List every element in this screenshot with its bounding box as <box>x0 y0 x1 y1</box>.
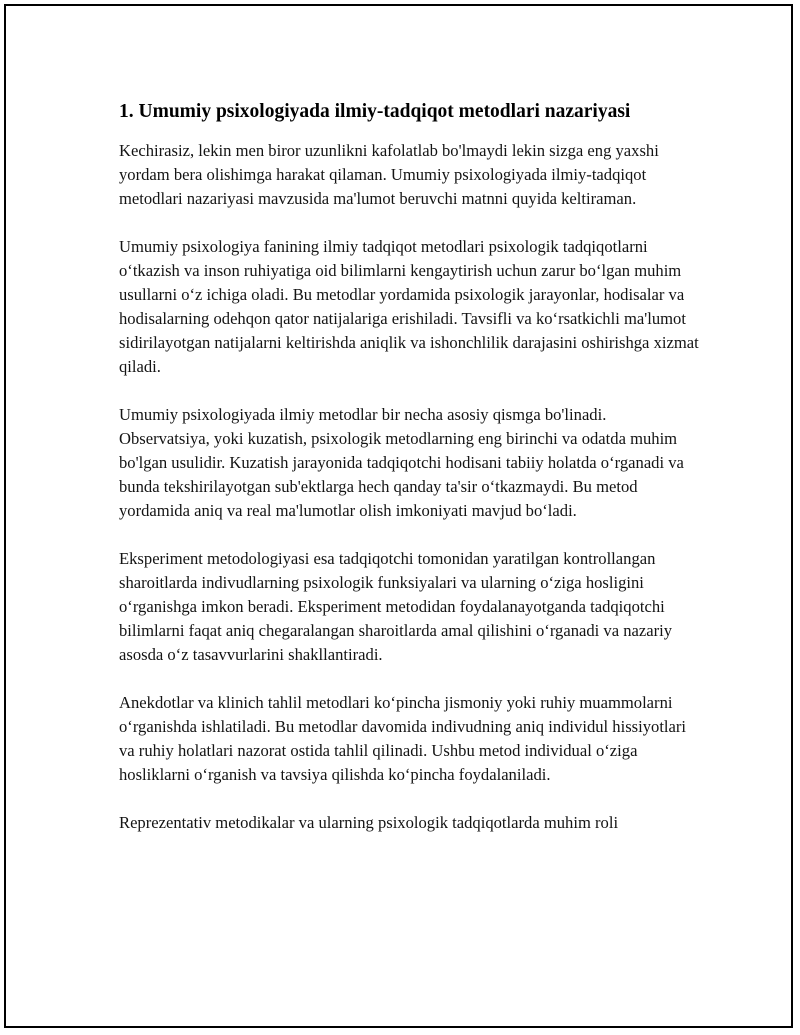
paragraph-1: Kechirasiz, lekin men biror uzunlikni kafolatlab bo'lmaydi lekin sizga eng yaxshi yordam bera olishimga harakat qilaman. Umumiy psixologiyada ilmiy-tadqiqot metodlari nazariyasi mavzusida ma'lumot beruvchi matnni quyida keltiraman. <box>119 141 659 208</box>
paragraph-6: Reprezentativ metodikalar va ularning psixologik tadqiqotlarda muhim roli <box>119 813 619 832</box>
paragraph-3: Umumiy psixologiyada ilmiy metodlar bir necha asosiy qismga bo'linadi. Observatsiya, yoki kuzatish, psixologik metodlarning eng birinchi va odatda muhim bo'lgan usulidir. Kuzatish jarayonida tadqiqotchi hodisani tabiiy holatda o‘rganadi va bunda tekshirilayotgan sub'ektlarga hech qanday ta'sir o‘tkazmaydi. Bu metod yordamida aniq va real ma'lumotlar olish imkoniyati mavjud bo‘ladi. <box>119 405 684 520</box>
document-title: 1. Umumiy psixologiyada ilmiy-tadqiqot metodlari nazariyasi <box>119 101 631 122</box>
paragraph-2: Umumiy psixologiya fanining ilmiy tadqiqot metodlari psixologik tadqiqotlarni o‘tkazish va inson ruhiyatiga oid bilimlarni kengaytirish uchun zarur bo‘lgan muhim usullarni o‘z ichiga oladi. Bu metodlar yordamida psixologik jarayonlar, hodisalar va hodisalarning odehqon qator natijalariga erishiladi. Tavsifli va ko‘rsatkichli ma'lumot sidirilayotgan natijalarni keltirishda aniqlik va ishonchlilik darajasini oshirishga xizmat qiladi. <box>119 237 699 376</box>
paragraph-5: Anekdotlar va klinich tahlil metodlari ko‘pincha jismoniy yoki ruhiy muammolarni o‘rganishda ishlatiladi. Bu metodlar davomida indivudning aniq individul hissiyotlari va ruhiy holatlari nazorat ostida tahlil qilinadi. Ushbu metod individual o‘ziga hosliklarni o‘rganish va tavsiya qilishda ko‘pincha foydalaniladi. <box>119 693 687 784</box>
document-body <box>119 100 699 859</box>
document-page <box>4 4 793 1028</box>
paragraph-4: Eksperiment metodologiyasi esa tadqiqotchi tomonidan yaratilgan kontrollangan sharoitlarda indivudlarning psixologik funksiyalari va ularning o‘ziga hosligini o‘rganishga imkon beradi. Eksperiment metodidan foydalanayotganda tadqiqotchi bilimlarni faqat aniq chegaralangan sharoitlarda amal qilishini o‘rganadi va nazariy asosda o‘z tasavvurlarini shakllantiradi. <box>119 549 673 664</box>
